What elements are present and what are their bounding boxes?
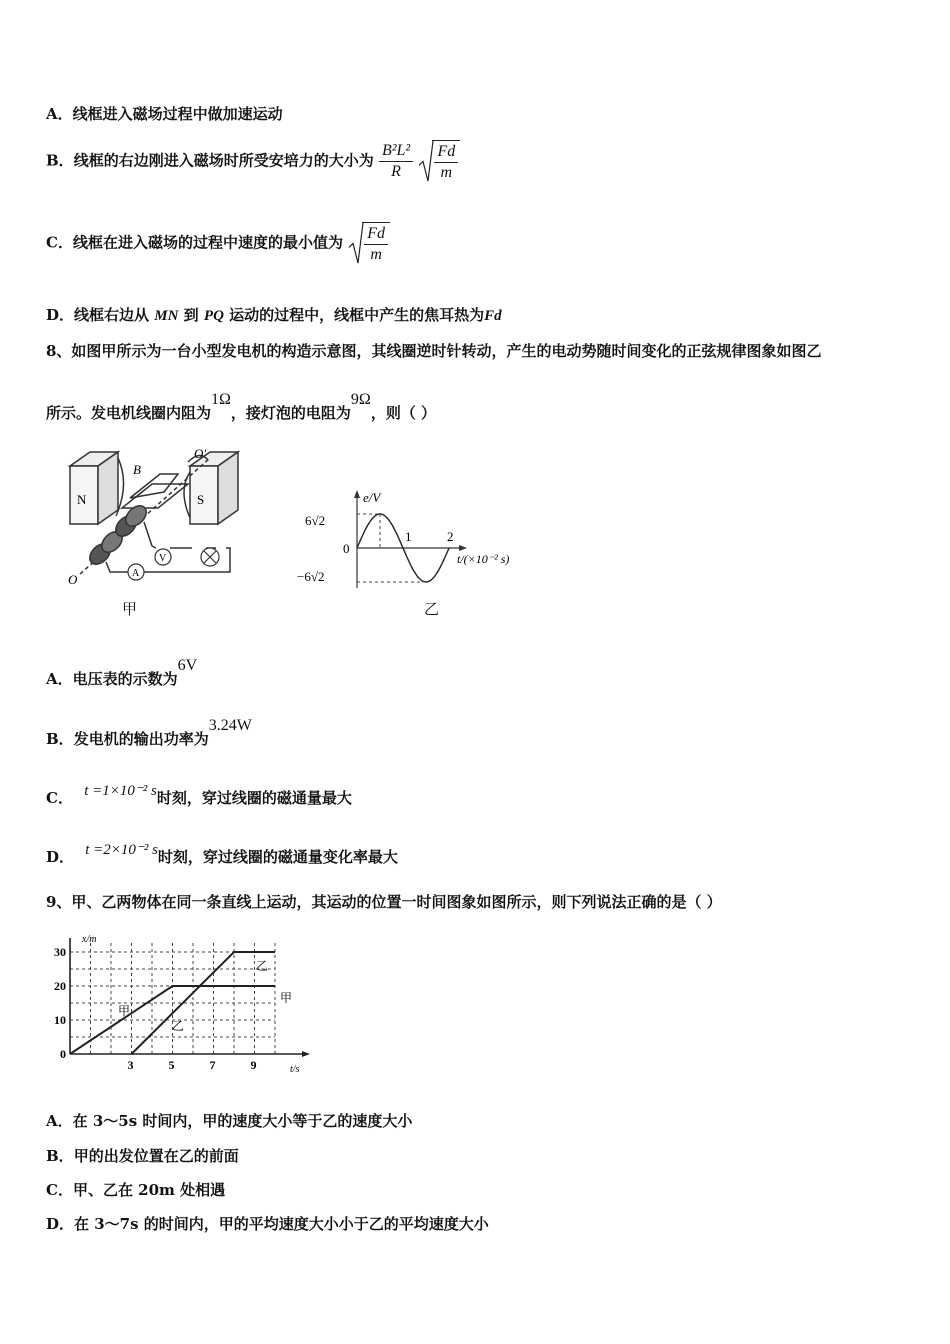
q8-option-a: [46, 657, 198, 689]
option-label: A．: [46, 670, 73, 688]
series-yi-end-label: 乙: [256, 959, 269, 973]
y-tick-label: 20: [54, 979, 66, 993]
figure-yi-caption: 乙: [424, 600, 440, 618]
option-text-1: 线框右边从: [74, 306, 150, 324]
y-max-label: 6√2: [305, 513, 326, 528]
q7-option-a: [46, 103, 283, 124]
option-text: 发电机的输出功率为: [73, 730, 209, 748]
x-tick-1: 1: [405, 529, 412, 544]
q9-option-a: [46, 1110, 412, 1131]
y-tick-label: 0: [60, 1047, 66, 1061]
q8-option-c: [46, 783, 352, 808]
option-label: A．: [46, 1112, 73, 1130]
option-label: B．: [46, 730, 74, 748]
pole-n-label: N: [77, 492, 87, 507]
y-min-label: −6√2: [297, 569, 325, 584]
power-value: 3.24W: [208, 717, 252, 734]
sqrt-numerator: Fd: [434, 142, 458, 163]
option-text: 线框的右边刚进入磁场时所受安培力的大小为: [73, 151, 374, 170]
time-value: t =1×10⁻² s: [84, 783, 157, 799]
fraction-numerator: B²L²: [379, 141, 413, 162]
x-axis-label: t/(×10⁻² s): [457, 552, 510, 566]
voltmeter-label: V: [159, 553, 167, 564]
option-text: 在 3～5s 时间内，甲的速度大小等于乙的速度大小: [72, 1112, 413, 1130]
option-label: A．: [46, 105, 73, 123]
chart-grid: [70, 942, 275, 1054]
position-time-chart: [48, 930, 318, 1080]
ammeter-label: A: [132, 568, 140, 579]
axis-o-label: O: [68, 572, 78, 586]
option-text: 电压表的示数为: [72, 670, 178, 688]
x-tick-2: 2: [447, 529, 454, 544]
option-label: C．: [46, 789, 73, 807]
pole-s-label: S: [197, 492, 205, 507]
radical-sign-icon: [418, 140, 434, 183]
q8-option-b: [46, 717, 252, 749]
option-label: B．: [46, 151, 74, 170]
series-jia-end-label: 甲: [280, 991, 293, 1005]
radical-sign-icon: [348, 222, 364, 265]
q8-stem-line-2: 所示。发电机线圈内阻为1Ω，接灯泡的电阻为9Ω，则（ ）: [46, 391, 437, 422]
option-label: C．: [46, 233, 73, 252]
series-jia-mark: 甲: [118, 1004, 131, 1018]
option-label: C．: [46, 1181, 73, 1199]
option-text: 甲的出发位置在乙的前面: [73, 1147, 239, 1165]
x-tick-label: 7: [209, 1058, 216, 1072]
option-text-3: 运动的过程中，线框中产生的焦耳热为: [229, 306, 485, 324]
origin-label: 0: [343, 541, 350, 556]
sqrt-denominator: m: [370, 246, 382, 263]
option-label: D．: [46, 848, 75, 866]
q7-option-d: [46, 304, 502, 325]
figure-jia-caption: 甲: [122, 600, 138, 618]
option-text: 线框在进入磁场的过程中速度的最小值为: [72, 233, 343, 252]
option-text: 线框进入磁场过程中做加速运动: [72, 105, 283, 123]
field-b-label: B: [133, 462, 141, 477]
fraction: [379, 141, 413, 182]
series-yi-mark: 乙: [172, 1019, 185, 1033]
y-axis-label: e/V: [363, 490, 381, 505]
segment-pq: PQ: [203, 308, 224, 324]
option-text: 时刻，穿过线圈的磁通量最大: [156, 789, 352, 807]
emf-sine-chart: [295, 488, 545, 588]
lamp-resistance: 9Ω: [350, 391, 371, 408]
q9-option-b: [46, 1145, 239, 1166]
x-axis-label: t/s: [290, 1064, 300, 1075]
q8-option-d: [46, 842, 398, 867]
q9-stem: 9、甲、乙两物体在同一条直线上运动，其运动的位置一时间图象如图所示，则下列说法正确的是（ ）: [46, 893, 722, 911]
internal-resistance: 1Ω: [211, 391, 231, 408]
y-axis-label: x/m: [82, 934, 97, 945]
x-tick-label: 5: [168, 1058, 175, 1072]
option-label: D．: [46, 1215, 75, 1233]
fraction-denominator: R: [391, 163, 401, 180]
option-label: B．: [46, 1147, 74, 1165]
q8-stem-line-1: 8、如图甲所示为一台小型发电机的构造示意图，其线圈逆时针转动，产生的电动势随时间变化的正弦规律图象如图乙: [46, 342, 822, 360]
sqrt-numerator: Fd: [364, 224, 388, 245]
option-text: 时刻，穿过线圈的磁通量变化率最大: [157, 848, 398, 866]
sqrt-denominator: m: [440, 164, 453, 181]
time-value: t =2×10⁻² s: [85, 842, 158, 858]
option-text-2: 到: [183, 306, 199, 324]
y-tick-label: 30: [54, 945, 66, 959]
q7-option-c: [46, 222, 390, 265]
axis-o-prime-label: O′: [194, 446, 207, 461]
option-text: 甲、乙在 20m 处相遇: [72, 1181, 226, 1199]
option-label: D．: [46, 306, 75, 324]
generator-diagram: [60, 446, 240, 586]
segment-mn: MN: [154, 308, 179, 324]
q9-option-c: [46, 1179, 225, 1200]
square-root: [348, 222, 390, 265]
voltage-value: 6V: [177, 657, 198, 674]
q7-option-b: [46, 140, 460, 183]
option-text: 在 3～7s 的时间内，甲的平均速度大小小于乙的平均速度大小: [74, 1215, 489, 1233]
square-root: [418, 140, 460, 183]
x-tick-label: 3: [127, 1058, 134, 1072]
x-tick-label: 9: [250, 1058, 257, 1072]
q9-option-d: [46, 1213, 489, 1234]
heat-expression: Fd: [484, 308, 502, 324]
y-tick-label: 10: [54, 1013, 66, 1027]
